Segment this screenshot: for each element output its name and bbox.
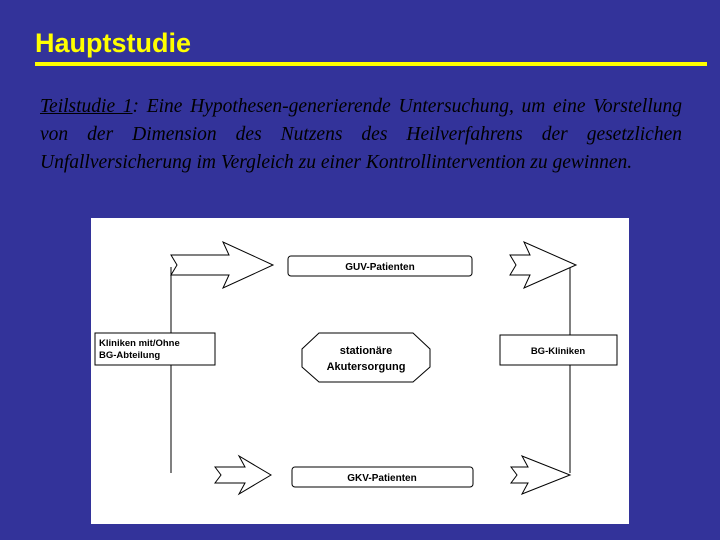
center-octagon — [302, 333, 430, 382]
subtitle-body: Eine Hypothesen-generierende Untersuchung, um eine Vorstellung von der Dimension des Nutzens des Heilverfahrens der gesetzlichen Unfallversicherung im Vergleich zu einer Kontrollintervention zu gewinnen. — [40, 96, 683, 173]
diagram-panel — [91, 218, 629, 524]
bg-clinics-label: BG-Kliniken — [530, 346, 586, 357]
guv-patients-label: GUV-Patienten — [345, 262, 415, 273]
center-label-line1: stationäre — [339, 345, 393, 357]
arrow-bottom-left — [215, 456, 271, 494]
clinics-label-line2: BG-Abteilung — [99, 350, 161, 361]
clinics-label-line1: Kliniken mit/Ohne — [99, 338, 180, 349]
page-title: Hauptstudie — [35, 28, 192, 58]
arrow-top-left — [171, 242, 273, 288]
center-label-line2: Akutersorgung — [326, 361, 406, 373]
arrow-top-right — [510, 242, 576, 288]
title-underline — [35, 62, 707, 66]
gkv-patients-label: GKV-Patienten — [347, 473, 417, 484]
subtitle-lead: Teilstudie 1 — [40, 96, 133, 117]
flow-diagram — [91, 218, 629, 524]
subtitle-paragraph — [40, 93, 682, 177]
arrow-bottom-right — [511, 456, 570, 494]
subtitle-colon: : — [132, 96, 140, 117]
